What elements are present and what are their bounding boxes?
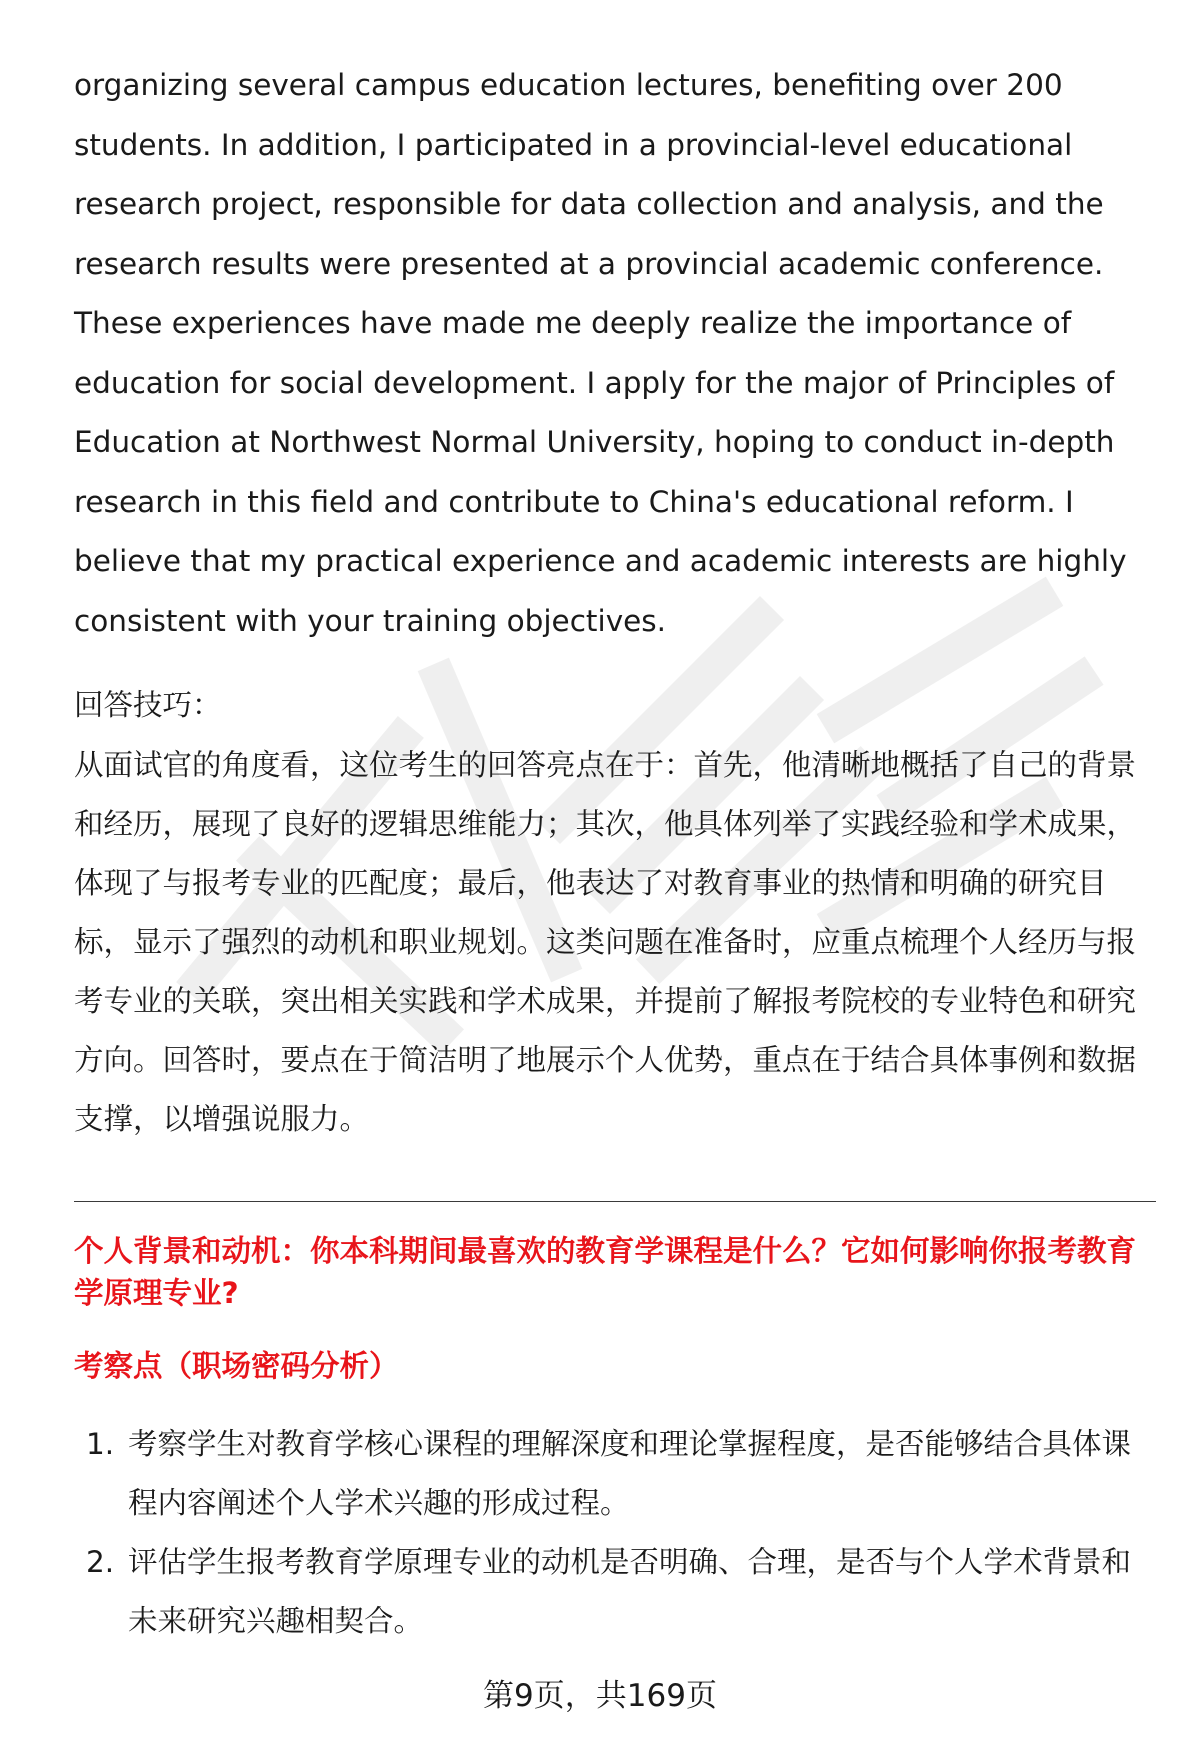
list-item-text: 考察学生对教育学核心课程的理解深度和理论掌握程度，是否能够结合具体课程内容阐述个人学术兴趣的形成过程。 xyxy=(128,1427,1132,1520)
list-item xyxy=(74,1533,1156,1651)
assessment-points-heading: 考察点（职场密码分析） xyxy=(74,1349,399,1383)
tips-paragraph: 从面试官的角度看，这位考生的回答亮点在于：首先，他清晰地概括了自己的背景和经历，展现了良好的逻辑思维能力；其次，他具体列举了实践经验和学术成果，体现了与报考专业的匹配度；最后，他表达了对教育事业的热情和明确的研究目标，显示了强烈的动机和职业规划。这类问题在准备时，应重点梳理个人经历与报考专业的关联，突出相关实践和学术成果，并提前了解报考院校的专业特色和研究方向。回答时，要点在于简洁明了地展示个人优势，重点在于结合具体事例和数据支撑，以增强说服力。 xyxy=(74,748,1137,1136)
list-item xyxy=(74,1415,1156,1533)
list-item-text: 评估学生报考教育学原理专业的动机是否明确、合理，是否与个人学术背景和未来研究兴趣相契合。 xyxy=(128,1545,1132,1638)
question-heading: 个人背景和动机：你本科期间最喜欢的教育学课程是什么？它如何影响你报考教育学原理专业? xyxy=(74,1234,1137,1310)
section-divider xyxy=(74,1201,1156,1202)
english-answer-paragraph: organizing several campus education lectures, benefiting over 200 students. In addition, I participated in a provincial-level educational research project, responsible for data collection and analysis, and the research results were presented at a provincial academic conference. These experiences have made me deeply realize the importance of education for social development. I apply for the major of Principles of Education at Northwest Normal University, hoping to conduct in-depth research in this field and contribute to China's educational reform. I believe that my practical experience and academic interests are highly consistent with your training objectives. xyxy=(74,68,1127,638)
tips-label: 回答技巧： xyxy=(74,688,222,722)
page-number: 第9页，共169页 xyxy=(483,1678,717,1714)
assessment-points-list xyxy=(74,1415,1156,1651)
list-item-number: 2. xyxy=(86,1545,115,1579)
list-item-number: 1. xyxy=(86,1427,115,1461)
